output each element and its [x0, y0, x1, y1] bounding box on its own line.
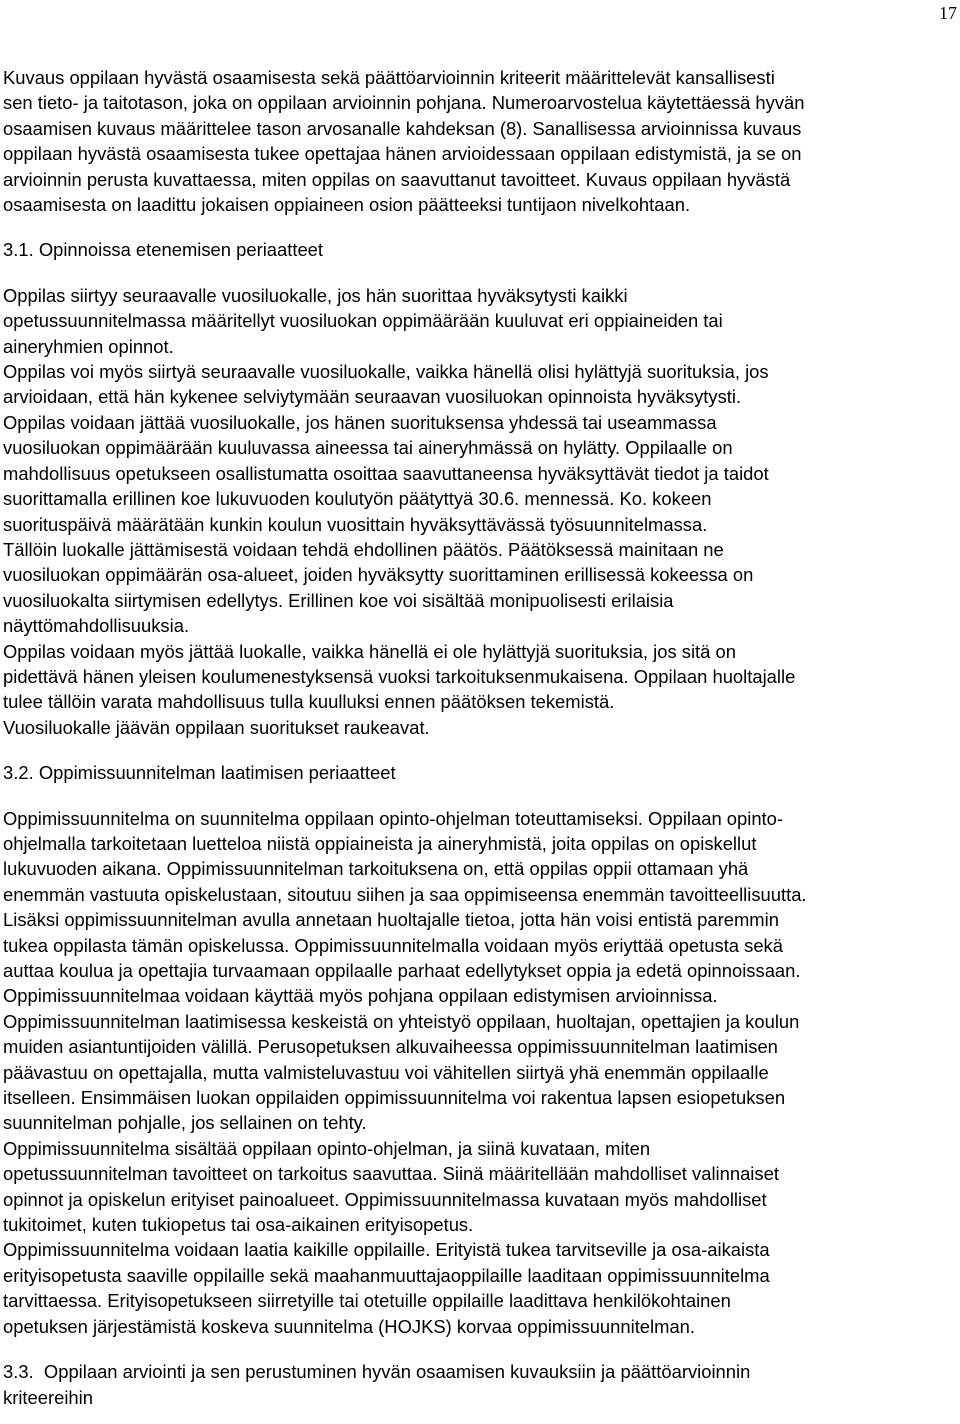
- text-line: sen tieto- ja taitotason, joka on oppilaan arvioinnin pohjana. Numeroarvostelua käytettäessä hyvän: [3, 92, 805, 114]
- text-line: Lisäksi oppimissuunnitelman avulla annetaan huoltajalle tietoa, jotta hän voisi entistä paremmin: [3, 909, 779, 931]
- text-line: opetussuunnitelmassa määritellyt vuosiluokan oppimäärään kuuluvat eri oppiaineiden tai: [3, 310, 723, 332]
- text-line: auttaa koulua ja opettajia turvaamaan oppilaalle parhaat edellytykset oppia ja edetä opinnoissaan.: [3, 960, 801, 981]
- paragraph-learning-plan: [3, 806, 958, 1340]
- text-line: tarvittaessa. Erityisopetukseen siirretyille tai otetuille oppilaille laadittava henkilökohtainen: [3, 1290, 731, 1312]
- text-line: Vuosiluokalle jäävän oppilaan suoritukset raukeavat.: [3, 716, 430, 738]
- text-line: suunnitelman pohjalle, jos sellainen on tehty.: [3, 1112, 367, 1134]
- text-line: Oppilas voidaan myös jättää luokalle, vaikka hänellä ei ole hylättyjä suorituksia, jos sitä on: [3, 640, 736, 662]
- paragraph-progression: [3, 283, 958, 740]
- text-line: Oppimissuunnitelmaa voidaan käyttää myös pohjana oppilaan edistymisen arvioinnissa.: [3, 985, 718, 1007]
- section-number: 3.2.: [3, 762, 34, 784]
- text-line: tukitoimet, kuten tukiopetus tai osa-aikainen erityisopetus.: [3, 1214, 474, 1236]
- text-line: suorituspäivä määrätään kunkin koulun vuosittain hyväksyttävässä työsuunnitelmassa.: [3, 513, 708, 535]
- section-number: 3.3.: [3, 1361, 34, 1383]
- text-line: tukea oppilasta tämän opiskelussa. Oppimissuunnitelmalla voidaan myös eriyttää opetusta sekä: [3, 934, 783, 956]
- text-line: Oppimissuunnitelma voidaan laatia kaikille oppilaille. Erityistä tukea tarvitseville ja osa-aikaista: [3, 1239, 770, 1261]
- text-line: aineryhmien opinnot.: [3, 335, 174, 357]
- text-line: opinnot ja opiskelun erityiset painoalueet. Oppimissuunnitelmassa kuvataan myös mahdolliset: [3, 1188, 767, 1210]
- section-title: Opinnoissa etenemisen periaatteet: [38, 239, 324, 261]
- text-line: enemmän vastuuta opiskelustaan, sitoutuu siihen ja saa oppimiseensa enemmän tavoitteellisuutta.: [3, 883, 807, 905]
- text-line: pidettävä hänen yleisen koulumenestyksensä vuoksi tarkoituksenmukaisena. Oppilaan huoltajalle: [3, 665, 796, 687]
- text-line: mahdollisuus opetukseen osallistumatta osoittaa saavuttaneensa hyväksyttävät tiedot ja taidot: [3, 462, 769, 484]
- section-heading-3-2: [3, 760, 958, 785]
- text-line: itselleen. Ensimmäisen luokan oppilaiden oppimissuunnitelma voi rakentua lapsen esiopetuksen: [3, 1087, 786, 1109]
- text-line: lukuvuoden aikana. Oppimissuunnitelman tarkoituksena on, että oppilas oppii ottamaan yhä: [3, 858, 749, 880]
- section-heading-3-3: [3, 1359, 958, 1410]
- text-line: erityisopetusta saaville oppilaille sekä maahanmuuttajaoppilaille laaditaan oppimissuunnitelma: [3, 1264, 770, 1286]
- text-line: Oppimissuunnitelma sisältää oppilaan opinto-ohjelman, ja siinä kuvataan, miten: [3, 1137, 651, 1159]
- text-line: näyttömahdollisuuksia.: [3, 615, 190, 637]
- section-title: Oppimissuunnitelman laatimisen periaatteet: [38, 762, 396, 784]
- document-body: [3, 65, 958, 1410]
- text-line: osaamisen kuvaus määrittelee tason arvosanalle kahdeksan (8). Sanallisessa arvioinnissa kuvaus: [3, 117, 802, 139]
- text-line: Oppimissuunnitelman laatimisessa keskeistä on yhteistyö oppilaan, huoltajan, opettajien ja koulun: [3, 1010, 800, 1032]
- text-line: päävastuu on opettajalla, mutta valmisteluvastuu voi vähitellen siirtyä yhä enemmän oppilaalle: [3, 1061, 769, 1083]
- section-title-continued: kriteereihin: [3, 1386, 93, 1408]
- text-line: osaamisesta on laadittu jokaisen oppiaineen osion päätteeksi tuntijaon nivelkohtaan.: [3, 194, 691, 216]
- text-line: suorittamalla erillinen koe lukuvuoden koulutyön päätyttyä 30.6. mennessä. Ko. kokeen: [3, 488, 712, 510]
- section-title: Oppilaan arviointi ja sen perustuminen hyvän osaamisen kuvauksiin ja päättöarvioinnin: [43, 1361, 751, 1383]
- text-line: tulee tällöin varata mahdollisuus tulla kuulluksi ennen päätöksen tekemistä.: [3, 691, 615, 713]
- text-line: ohjelmalla tarkoitetaan luetteloa niistä oppiaineista ja aineryhmistä, joita oppilas on opiskellut: [3, 832, 757, 854]
- section-heading-3-1: [3, 237, 958, 262]
- page-number: 17: [939, 3, 957, 23]
- text-line: Tällöin luokalle jättämisestä voidaan tehdä ehdollinen päätös. Päätöksessä mainitaan ne: [3, 538, 724, 560]
- text-line: Oppilas voi myös siirtyä seuraavalle vuosiluokalle, vaikka hänellä olisi hylättyjä suorituksia, jos: [3, 361, 769, 383]
- text-line: Kuvaus oppilaan hyvästä osaamisesta sekä päättöarvioinnin kriteerit määrittelevät kansallisesti: [3, 67, 775, 88]
- section-number: 3.1.: [3, 239, 34, 261]
- text-line: opetussuunnitelman tavoitteet on tarkoitus saavuttaa. Siinä määritellään mahdolliset valinnaiset: [3, 1163, 779, 1185]
- text-line: muiden asiantuntijoiden välillä. Perusopetuksen alkuvaiheessa oppimissuunnitelman laatimisen: [3, 1036, 778, 1058]
- text-line: Oppilas siirtyy seuraavalle vuosiluokalle, jos hän suorittaa hyväksytysti kaikki: [3, 284, 628, 306]
- text-line: vuosiluokan oppimäärän osa-alueet, joiden hyväksytty suorittaminen erillisessä kokeessa on: [3, 564, 754, 586]
- text-line: Oppilas voidaan jättää vuosiluokalle, jos hänen suorituksensa yhdessä tai useammassa: [3, 411, 717, 433]
- paragraph-intro: [3, 65, 958, 217]
- text-line: opetuksen järjestämistä koskeva suunnitelma (HOJKS) korvaa oppimissuunnitelman.: [3, 1315, 696, 1337]
- text-line: vuosiluokalta siirtymisen edellytys. Erillinen koe voi sisältää monipuolisesti erilaisia: [3, 589, 674, 611]
- text-line: oppilaan hyvästä osaamisesta tukee opettajaa hänen arvioidessaan oppilaan edistymistä, ja se on: [3, 143, 802, 165]
- text-line: Oppimissuunnitelma on suunnitelma oppilaan opinto-ohjelman toteuttamiseksi. Oppilaan opinto-: [3, 807, 784, 829]
- text-line: arvioidaan, että hän kykenee selviytymään seuraavan vuosiluokan opinnoista hyväksytysti.: [3, 386, 742, 408]
- text-line: arvioinnin perusta kuvattaessa, miten oppilas on saavuttanut tavoitteet. Kuvaus oppilaan hyvästä: [3, 168, 791, 190]
- text-line: vuosiluokan oppimäärään kuuluvassa aineessa tai aineryhmässä on hylätty. Oppilaalle on: [3, 437, 733, 459]
